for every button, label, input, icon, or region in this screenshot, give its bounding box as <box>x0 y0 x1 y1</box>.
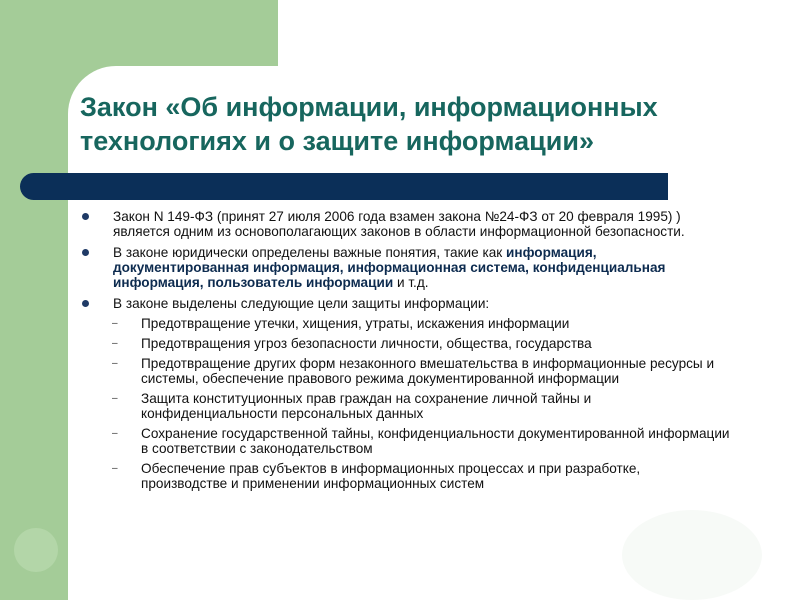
bullet-text: Закон N 149-ФЗ (принят 27 июля 2006 года взамен закона №24-ФЗ от 20 февраля 1995) ) является одним из основополагающих законов в области информационной безопасности. <box>113 209 685 239</box>
dash-icon: – <box>112 463 118 474</box>
sub-item-prevent-interference <box>80 356 730 386</box>
bullet-dot-icon <box>82 300 89 307</box>
decorative-circle-bottom-right <box>622 510 762 600</box>
bullet-dot-icon <box>82 213 89 220</box>
bullet-item-goals <box>80 296 730 491</box>
slide-top-strip <box>278 0 800 66</box>
dash-icon: – <box>112 358 118 369</box>
bullet-list <box>80 209 730 491</box>
sub-item-text: Предотвращение других форм незаконного вмешательства в информационные ресурсы и системы, обеспечение правового режима документированной информации <box>141 356 715 386</box>
bullet-text-bold-terms: информация, документированная информация, информационная система, конфиденциальная информация, пользователь информации <box>113 245 666 290</box>
bullet-item-law-number <box>80 209 730 239</box>
bullet-text-intro: В законе юридически определены важные понятия, такие как <box>113 245 507 260</box>
sub-item-prevent-leakage <box>80 316 730 331</box>
dash-icon: – <box>112 428 118 439</box>
bullet-text: В законе выделены следующие цели защиты информации: <box>113 296 490 311</box>
dash-icon: – <box>112 393 118 404</box>
sub-item-prevent-threats <box>80 336 730 351</box>
title-underline-bar <box>20 173 668 200</box>
sub-item-text: Предотвращение утечки, хищения, утраты, искажения информации <box>141 316 570 331</box>
slide-title: Закон «Об информации, информационных технологиях и о защите информации» <box>80 92 658 156</box>
bullet-item-concepts <box>80 245 730 290</box>
dash-icon: – <box>112 338 118 349</box>
sub-bullet-list <box>80 316 730 491</box>
decorative-circle-left <box>14 528 58 572</box>
sub-item-text: Защита конституционных прав граждан на сохранение личной тайны и конфиденциальности персональных данных <box>141 391 592 421</box>
sub-item-text: Предотвращения угроз безопасности личности, общества, государства <box>141 336 592 351</box>
slide-body <box>80 209 730 497</box>
sub-item-state-secret <box>80 426 730 456</box>
sub-item-text: Обеспечение прав субъектов в информационных процессах и при разработке, производстве и применении информационных систем <box>141 461 641 491</box>
sub-item-subject-rights <box>80 461 730 491</box>
dash-icon: – <box>112 318 118 329</box>
sub-item-text: Сохранение государственной тайны, конфиденциальности документированной информации в соответствии с законодательством <box>141 426 730 456</box>
sub-item-protect-rights <box>80 391 730 421</box>
bullet-text-tail: и т.д. <box>393 275 429 290</box>
bullet-dot-icon <box>82 249 89 256</box>
